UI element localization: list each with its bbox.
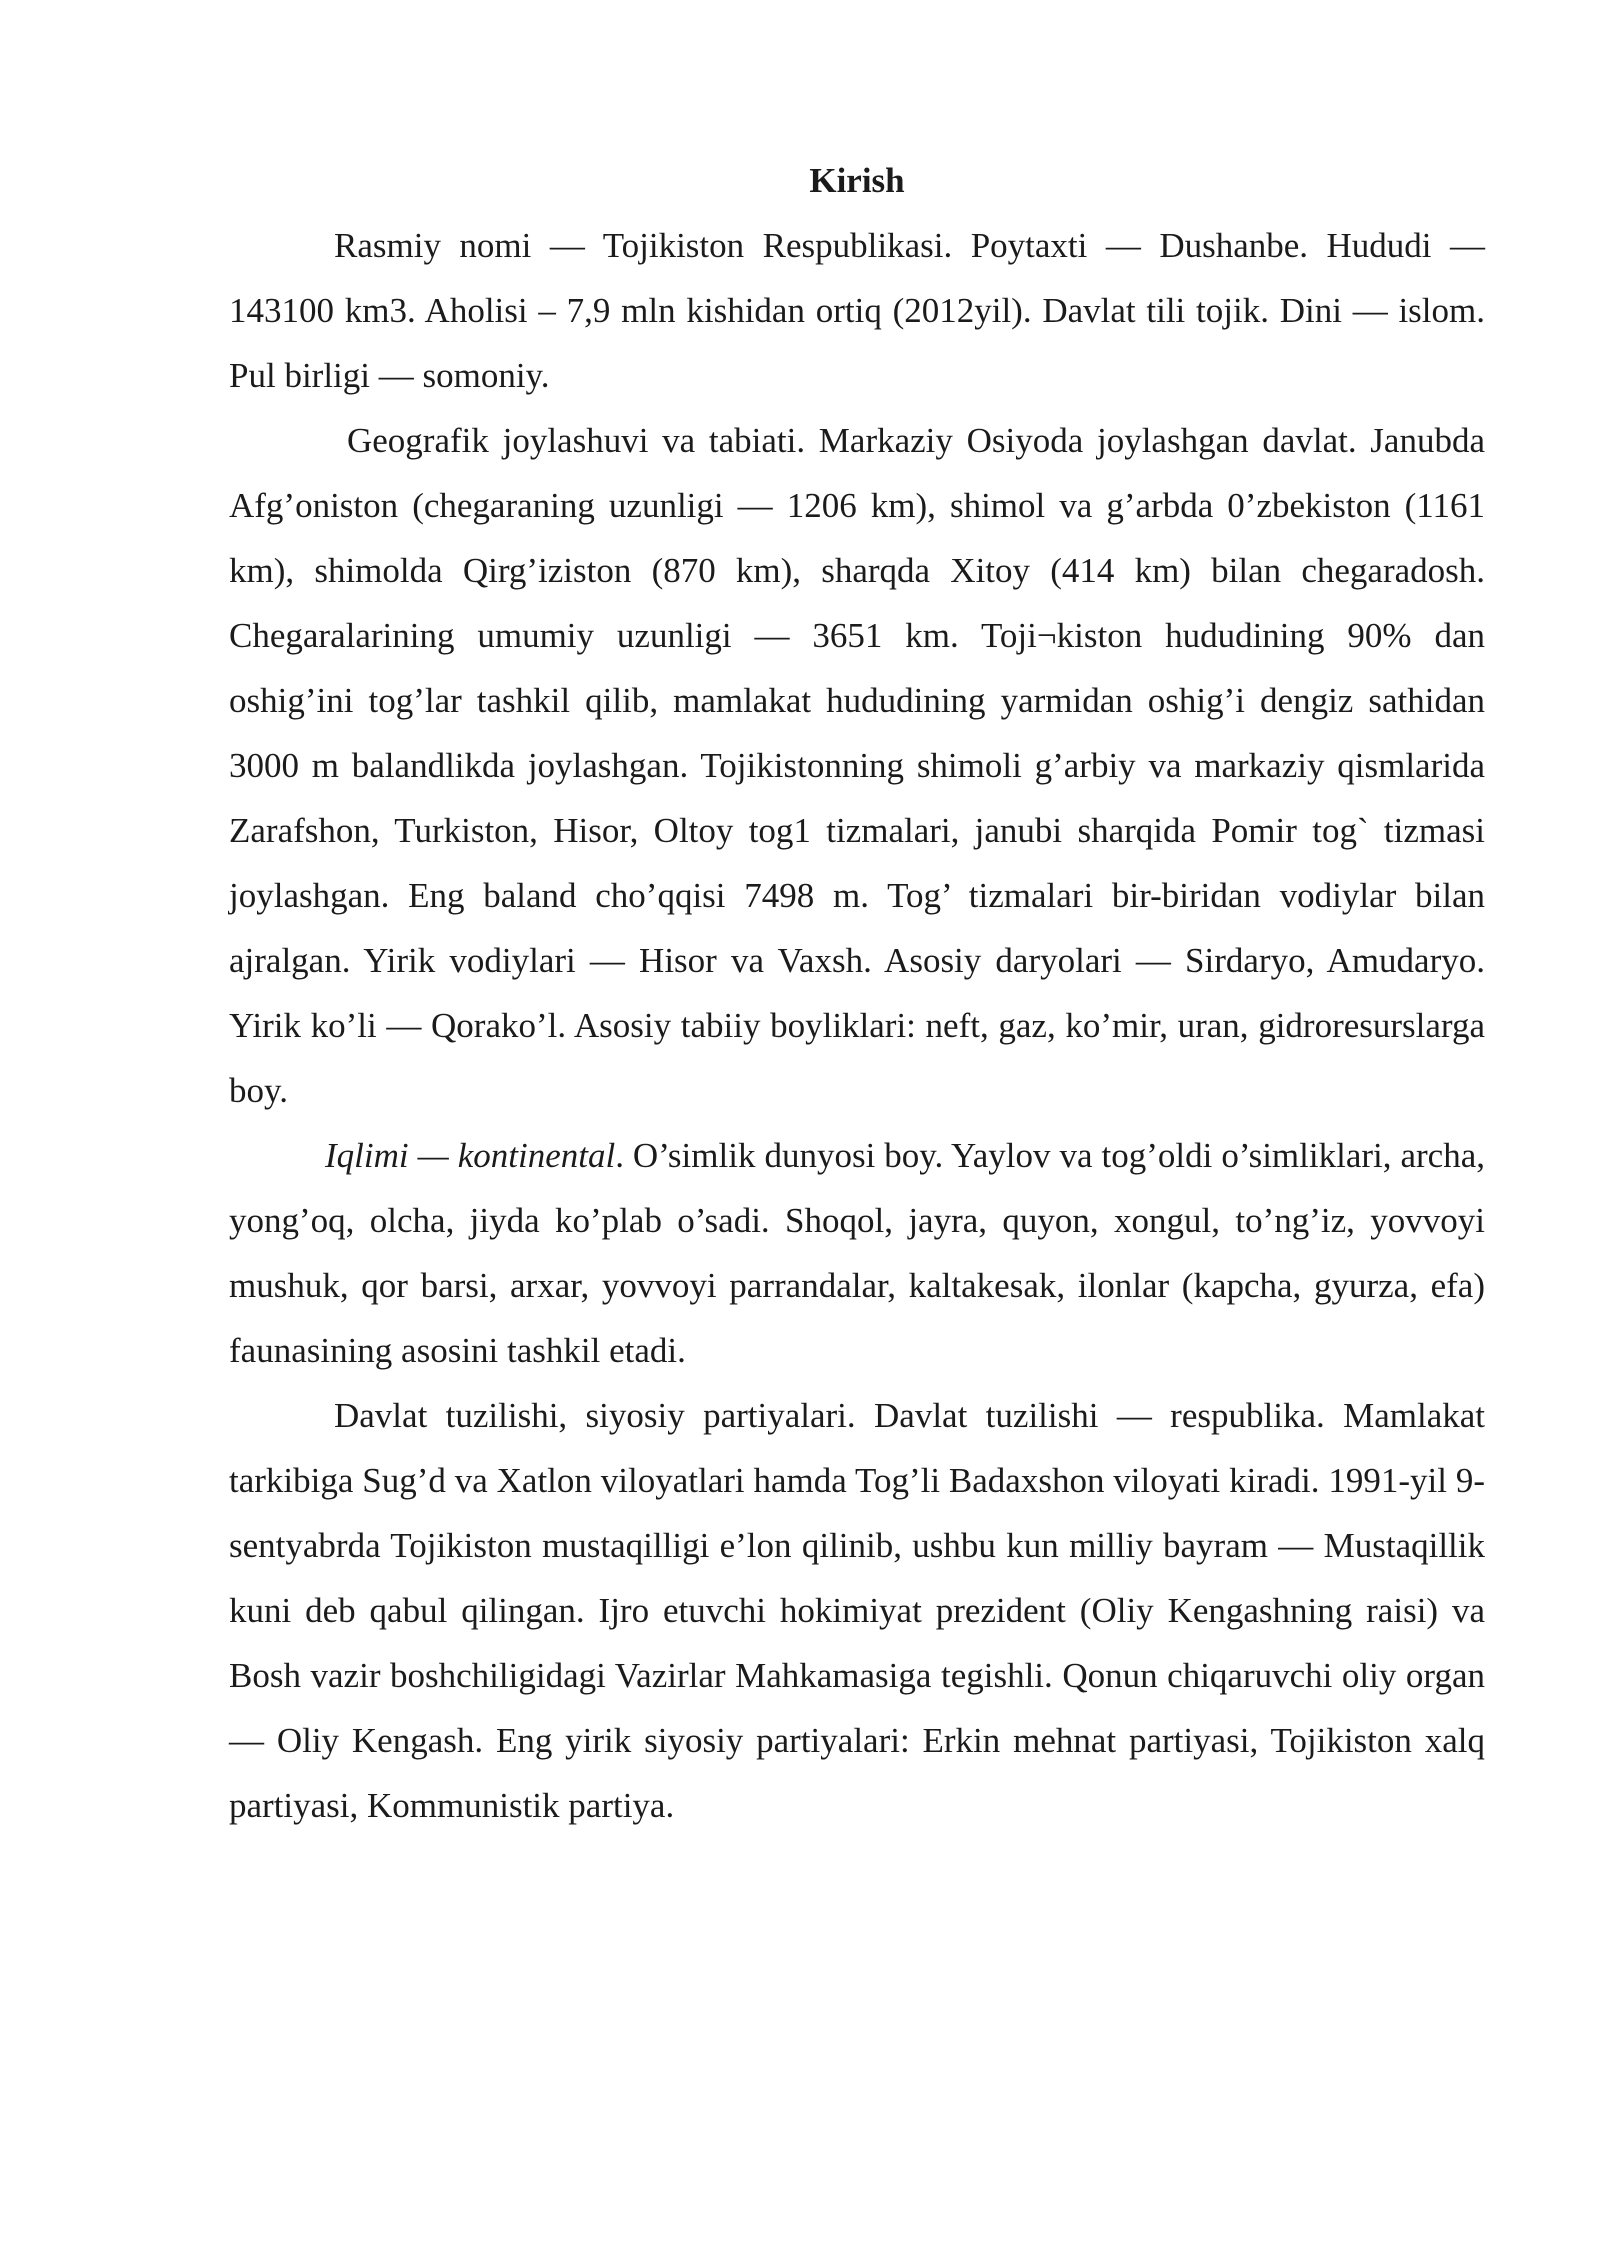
paragraph-government: Davlat tuzilishi, siyosiy partiyalari. Davlat tuzilishi — respublika. Mamlakat tarkibiga Sug’d va Xatlon viloyatlari hamda Tog’li Badaxshon viloyati kiradi. 1991-yil 9-sentyabrda Tojikiston mustaqilligi e’lon qilinib, ushbu kun milliy bayram — Mustaqillik kuni deb qabul qilingan. Ijro etuvchi hokimiyat prezident (Oliy Kengashning raisi) va Bosh vazir boshchiligidagi Vazirlar Mahkamasiga tegishli. Qonun chiqaruvchi oliy organ — Oliy Kengash. Eng yirik siyosiy partiyalari: Erkin mehnat partiyasi, Tojikiston xalq partiyasi, Kommunistik partiya. [229,1396,1485,1825]
paragraph-geography: Geografik joylashuvi va tabiati. Markaziy Osiyoda joylashgan davlat. Janubda Afg’oniston (chegaraning uzunligi — 1206 km), shimol va g’arbda 0’zbekiston (1161 km), shimolda Qirg’iziston (870 km), sharqda Xitoy (414 km) bilan chegaradosh. Chegaralarining umumiy uzunligi — 3651 km. Toji¬kiston hududining 90% dan oshig’ini tog’lar tashkil qilib, mamlakat hududining yarmidan oshig’i dengiz sathidan 3000 m balandlikda joylashgan. Tojikistonning shimoli g’arbiy va markaziy qismlarida Zarafshon, Turkiston, Hisor, Oltoy tog1 tizmalari, janubi sharqida Pomir tog` tizmasi joylashgan. Eng baland cho’qqisi 7498 m. Tog’ tizmalari bir-biridan vodiylar bilan ajralgan. Yirik vodiylari — Hisor va Vaxsh. Asosiy daryolari — Sirdaryo, Amudaryo. Yirik ko’li — Qorako’l. Asosiy tabiiy boyliklari: neft, gaz, ko’mir, uran, gidroresurslarga boy. [229,421,1485,1110]
page-title: Kirish [809,161,905,200]
paragraph-climate [229,1123,1485,1383]
climate-text: . O’simlik dunyosi boy. Yaylov va tog’oldi o’simliklari, archa, yong’oq, olcha, jiyda ko’plab o’sadi. Shoqol, jayra, quyon, xongul, to’ng’iz, yovvoyi mushuk, qor barsi, arxar, yovvoyi parrandalar, kaltakesak, ilonlar (kapcha, gyurza, efa) faunasining asosini tashkil etadi. [229,1136,1485,1370]
document-body [229,148,1485,1838]
climate-italic-lead: Iqlimi — kontinental [325,1136,616,1175]
paragraph-official-info: Rasmiy nomi — Tojikiston Respublikasi. Poytaxti — Dushanbe. Hududi — 143100 km3. Aholisi – 7,9 mln kishidan ortiq (2012yil). Davlat tili tojik. Dini — islom. Pul birligi — somoniy. [229,226,1485,395]
